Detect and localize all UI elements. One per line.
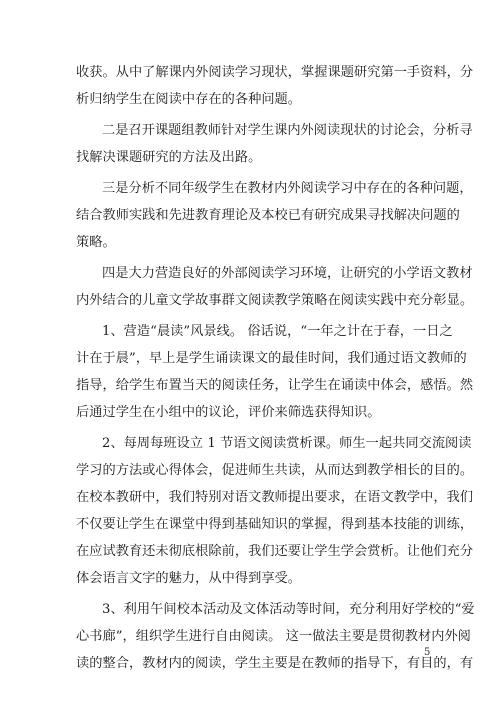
- text-line: 计在于晨”，早上是学生诵读课文的最佳时间，我们通过语文教师的: [76, 351, 467, 366]
- text-line: 学习的方法或心得体会，促进师生共读，从而达到教学相长的目的。: [76, 463, 474, 478]
- text-line: 二是召开课题组教师针对学生课内外阅读现状的讨论会，分析寻: [102, 123, 473, 138]
- text-line: 3、利用午间校本活动及文体活动等时间，充分利用好学校的“爱: [102, 602, 475, 617]
- text-line: 体会语言文字的魅力，从中得到享受。: [76, 571, 302, 586]
- text-line: 析归纳学生在阅读中存在的各种问题。: [76, 92, 302, 107]
- text-line: 心书廊”，组织学生进行自由阅读。 这一做法主要是贯彻教材内外阅: [76, 629, 471, 644]
- text-line: 在校本教研中，我们特别对语文教师提出要求，在语文教学中，我们: [76, 490, 474, 505]
- text-line: 指导，给学生布置当天的阅读任务，让学生在诵读中体会，感悟。然: [76, 378, 474, 393]
- text-line: 不仅要让学生在课堂中得到基础知识的掌握，得到基本技能的训练，: [76, 517, 474, 532]
- text-line: 1、营造“晨读”风景线。 俗话说，“一年之计在于春，一日之: [102, 324, 453, 339]
- text-line: 找解决课题研究的方法及出路。: [76, 150, 262, 165]
- text-line: 在应试教育还未彻底根除前，我们还要让学生学会赏析。让他们充分: [76, 544, 474, 559]
- text-line: 后通过学生在小组中的议论，评价来筛选获得知识。: [76, 405, 381, 420]
- text-line: 三是分析不同年级学生在教材内外阅读学习中存在的各种问题，: [102, 181, 473, 196]
- text-line: 收获。从中了解课内外阅读学习现状，掌握课题研究第一手资料，分: [76, 65, 474, 80]
- text-line: 读的整合，教材内的阅读，学生主要是在教师的指导下，有目的，有: [76, 656, 474, 671]
- page-number: 5: [424, 647, 431, 658]
- text-line: 结合教师实践和先进教育理论及本校已有研究成果寻找解决问题的: [76, 208, 460, 223]
- text-line: 策略。: [76, 235, 116, 250]
- text-line: 2、每周每班设立 1 节语文阅读赏析课。师生一起共同交流阅读: [102, 436, 472, 451]
- text-line: 四是大力营造良好的外部阅读学习环境，让研究的小学语文教材: [102, 266, 473, 281]
- text-line: 内外结合的儿童文学故事群文阅读教学策略在阅读实践中充分彰显。: [76, 293, 474, 308]
